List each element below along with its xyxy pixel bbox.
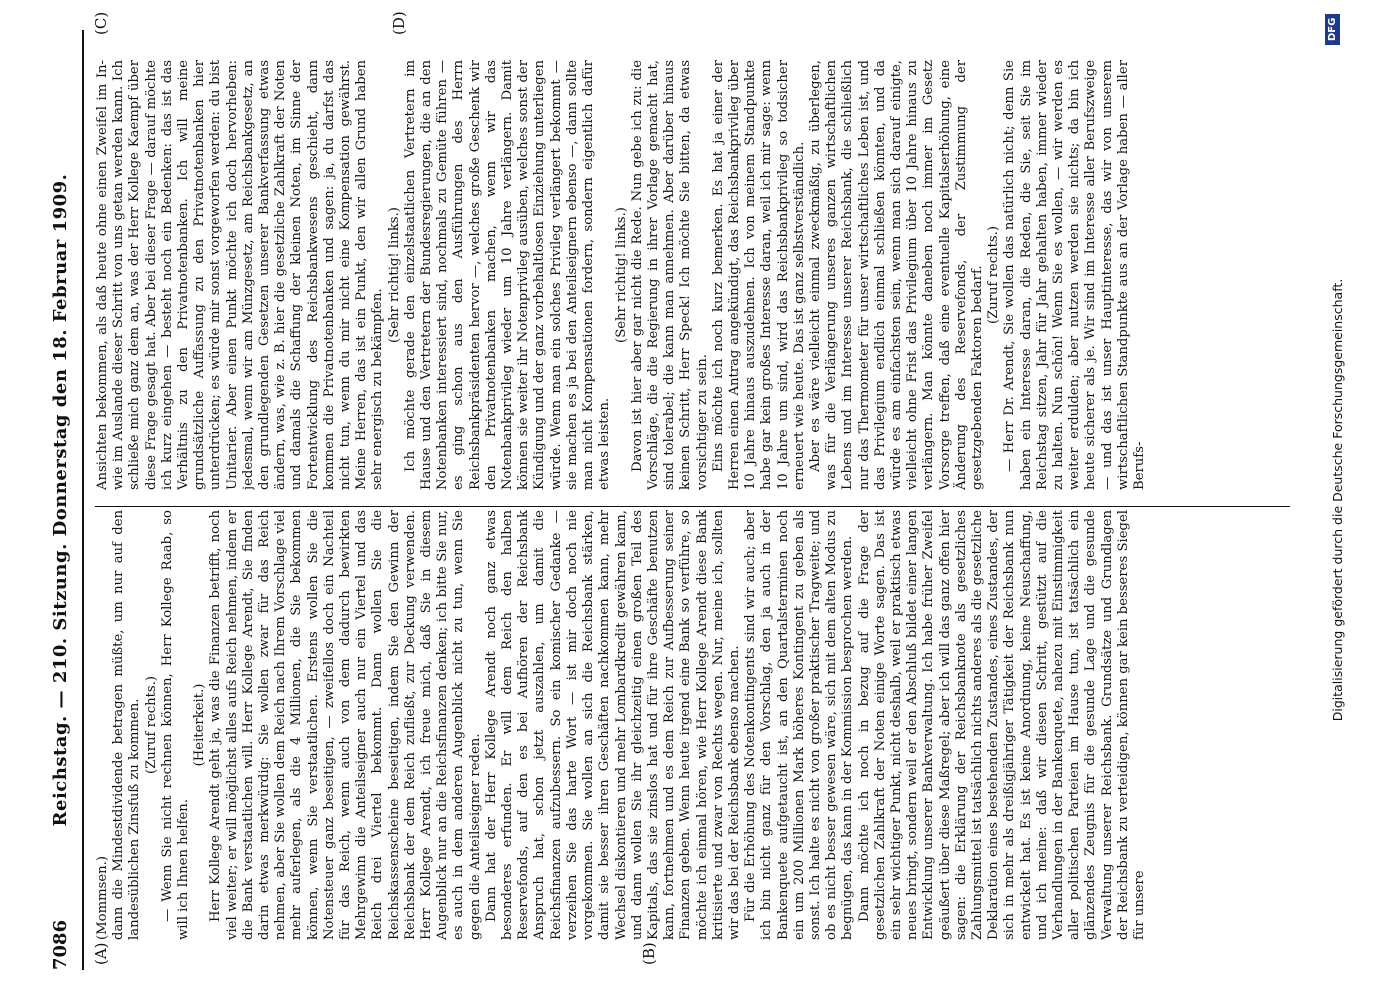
paragraph: Ansichten bekommen, als daß heute ohne einen Zweifel im In- wie im Auslande dieser Schritt von uns getan werden kann. Ich schließe mich ganz dem an, was der Herr Kollege Kaempf über diese Frage gesagt hat. Aber bei dieser Frage — darauf möchte ich kurz eingehen — besteht noch ein Bedenken: das ist das Verhältnis zu den Privatnotenbanken. Ich will meine grundsätzliche Auffassung zu den Privatnotenbanken hier unterdrücken; es würde mir sonst vorgeworfen werden: du bist Unitarier. Aber einen Punkt möchte ich doch hervorheben: jedesmal, wenn wir am Münzgesetz, am Reichsbankgesetz, an den grundlegenden Gesetzen unserer Bankverfassung etwas ändern, was, wie z. B. hier die gesetzliche Zahlkraft der Noten und damals die Schaffung der kleinen Noten, im Sinne der Fortentwicklung des Reichsbankwesens geschieht, dann kommen die Privatnotenbanken und sagen: ja, du darfst das nicht tun, wenn du mir nicht eine Kompensation gewährst. Meine Herren, das ist ein Punkt, den wir allen Grund haben sehr energisch zu bekämpfen. bbox=[95, 60, 386, 490]
paragraph: — Herr Dr. Arendt, Sie wollen das natürlich nicht; denn Sie haben ein Interesse daran, die Reden, die Sie, seit Sie im Reichstag sitzen, Jahr für Jahr gehalten haben, immer wieder zu halten. Nun schön! Wenn Sie es wollen, — wir werden es weiter erdulden; aber nutzen werden sie nichts; da bin ich heute sicherer als je. Wir sind im Interesse aller Berufszweige — und das ist unser Hauptinteresse, das wir von unserem wirtschaftlichen Standpunkte aus an der Vorlage haben — aller Berufs- bbox=[1002, 60, 1147, 490]
page-header bbox=[50, 30, 80, 970]
paragraph: Dann möchte ich noch in bezug auf die Frage der gesetzlichen Zahlkraft der Noten einige Worte sagen. Das ist ein sehr wichtiger Punkt, nicht deshalb, weil er praktisch etwas neues bringt, sondern weil er den Abschluß bildet einer langen Entwicklung unserer Bankverwaltung. Ich habe früher Zweifel geäußert über diese Maßregel; aber ich will das ganz offen hier sagen: die Erklärung der Reichsbanknote als gesetzliches Zahlungsmittel ist tatsächlich nichts anderes als die gesetzliche Deklaration eines bestehenden Zustandes, eines Zustandes, der sich in mehr als dreißigjähriger Tätigkeit der Reichsbank nun entwickelt hat. Es ist keine Anordnung, keine Neuschaffung, und ich meine: daß wir diesen Schritt, gestützt auf die Verhandlungen in der Bankenquete, nahezu mit Einstimmigkeit aller politischen Parteien im Hause tun, ist tatsächlich ein glänzendes Zeugnis für die gesunde Lage und die gesunde Verwaltung unserer Reichsbank. Grundsätze und Grundlagen der Reichsbank zu verteidigen, können gar kein besseres Siegel für unsere bbox=[856, 510, 1147, 940]
page-title: Reichstag. — 210. Sitzung. Donnerstag den 18. Februar 1909. bbox=[50, 173, 71, 827]
paragraph: Eins möchte ich noch kurz bemerken. Es hat ja einer der Herren einen Antrag angekündigt, das Reichsbankprivileg über 10 Jahre hinaus auszudehnen. Ich von meinem Standpunkte habe gar kein großes Interesse daran, weil ich mir sage: wenn 10 Jahre um sind, wird das Reichsbankprivileg so todsicher erneuert wie heute. Das ist ganz selbstverständlich. bbox=[710, 60, 807, 490]
paragraph: (Sehr richtig! links.) bbox=[386, 207, 402, 343]
paragraph: Aber es wäre vielleicht einmal zweckmäßig, zu überlegen, was für die Verlängerung unseres ganzen wirtschaftlichen Lebens und im Interesse unserer Reichsbank, die schließlich nur das Thermometer für unser wirtschaftliches Leben ist, und das Privilegium endlich einmal schließen könnten, und da würde es am einfachsten sein, wenn man sich darauf einigte, vielleicht ohne Frist das Privilegium über 10 Jahre hinaus zu verlängern. Man könnte daneben noch immer im Gesetz Vorsorge treffen, daß eine eventuelle Kapitalserhöhung, eine Änderung des Reservefonds, der Zustimmung der gesetzgebenden Faktoren bedarf. bbox=[807, 60, 985, 490]
paragraph: Ich möchte gerade den einzelstaatlichen Vertretern im Hause und den Vertretern der Bundesregierungen, die an den Notenbanken interessiert sind, nochmals zu Gemüte führen — es ging schon aus den Ausführungen des Herrn Reichsbankpräsidenten hervor —, welches große Geschenk wir den Privatnotenbanken machen, wenn wir das Notenbankprivileg wieder um 10 Jahre verlängern. Damit können sie weiter ihr Notenprivileg ausüben, welches sonst der Kündigung und der ganz vorbehaltlosen Einziehung unterliegen würde. Wenn man ein solches Privileg verlängert bekommt — sie machen es ja bei den Anteilseignern ebenso —, dann sollte man nicht Kompensationen fordern, sondern eigentlich dafür etwas leisten. bbox=[402, 60, 613, 490]
paragraph: Davon ist hier aber gar nicht die Rede. Nun gebe ich zu: die Vorschläge, die die Regierung in ihrer Vorlage gemacht hat, sind tolerabel; die kann man annehmen. Aber darüber hinaus keinen Schritt, Herr Speck! Ich möchte Sie bitten, da etwas vorsichtiger zu sein. bbox=[629, 60, 710, 490]
paragraph: (Zuruf rechts.) bbox=[986, 225, 1002, 325]
marker-c: (C) bbox=[92, 11, 110, 35]
paragraph: Für die Erhöhung des Notenkontingents sind wir auch; aber ich bin nicht ganz für den Vorschlag, den ja auch in der Bankenquete aufgetaucht ist, an den Quartalsterminen noch ein um 200 Millionen Mark höheres Kontingent zu geben als sonst. Ich halte es nicht von großer praktischer Tragweite; und ob es nicht besser gewesen wäre, sich mit dem alten Modus zu begnügen, das kann in der Kommission besprochen werden. bbox=[743, 510, 856, 940]
paragraph: (Zuruf rechts.) bbox=[143, 675, 159, 775]
right-text-column bbox=[95, 60, 1295, 490]
paragraph: (Heiterkeit.) bbox=[192, 683, 208, 767]
header-rule bbox=[82, 30, 84, 970]
dfg-logo: DFG bbox=[1325, 14, 1340, 45]
paragraph: (Sehr richtig! links.) bbox=[613, 207, 629, 343]
paragraph: — Wenn Sie nicht rechnen können, Herr Kollege Raab, so will ich Ihnen helfen. bbox=[159, 510, 192, 940]
marker-b: (B) bbox=[640, 942, 658, 965]
left-text-column bbox=[95, 510, 1295, 940]
page-number: 7086 bbox=[50, 919, 71, 970]
paragraph: (Mommsen.) bbox=[95, 856, 110, 940]
marker-a: (A) bbox=[92, 942, 110, 965]
digitization-credit: Digitalisierung gefördert durch die Deutsche Forschungsgemeinschaft. bbox=[1330, 278, 1345, 722]
paragraph: Herr Kollege Arendt geht ja, was die Finanzen betrifft, noch viel weiter; er will möglichst alles aufs Reich nehmen, indem er die Bank verstaatlichen will. Herr Kollege Arendt, Sie finden darin etwas merkwürdig: Sie wollen zwar für das Reich nehmen, aber Sie wollen dem Reich nach Ihrem Vorschlage viel mehr auferlegen, als die 4 Millionen, die Sie bekommen können, wenn Sie verstaatlichen. Erstens wollen Sie die Notensteuer ganz beseitigen, — zweifellos doch ein Nachteil für das Reich, wenn auch von dem dadurch bewirkten Mehrgewinn die Anteilseigner auch nur ein Viertel und das Reich drei Viertel bekommt. Dann wollen Sie die Reichskassenscheine beseitigen, indem Sie den Gewinn der Reichsbank der dem Reich zufließt, zur Deckung verwenden. Herr Kollege Arendt, ich freue mich, daß Sie in diesem Augenblick nur an die Reichsfinanzen denken; ich bitte Sie nur, es auch in dem anderen Augenblick nicht zu tun, wenn Sie gegen die Anteilseigner reden. bbox=[208, 510, 483, 940]
column-divider bbox=[95, 506, 1290, 507]
paragraph: Dann hat der Herr Kollege Arendt noch ganz etwas besonderes erfunden. Er will dem Reich den halben Reservefonds, auf den es bei Aufhören der Reichsbank Anspruch hat, schon jetzt auszahlen, um damit die Reichsfinanzen aufzubessern. So ein komischer Gedanke — verzeihen Sie das harte Wort — ist mir doch noch nie vorgekommen. Sie wollen an sich die Reichsbank stärken, damit sie besser ihren Geschäften nachkommen kann, mehr Wechsel diskontieren und mehr Lombardkredit gewähren kann, und dann wollen Sie ihr gleichzeitig einen großen Teil des Kapitals, das sie zinslos hat und für ihre Geschäfte benutzen kann, fortnehmen und es dem Reich zur Aufbesserung seiner Finanzen geben. Wenn heute irgend eine Bank so verführe, so möchte ich einmal hören, wie Herr Kollege Arendt diese Bank kritisierte und zwar von Rechts wegen. Nur, meine ich, sollten wir das bei der Reichsbank ebenso machen. bbox=[483, 510, 742, 940]
marker-d: (D) bbox=[390, 11, 408, 35]
paragraph: dann die Mindestdividende betragen müßte, um nur auf den landesüblichen Zinsfuß zu kommen. bbox=[111, 510, 143, 940]
